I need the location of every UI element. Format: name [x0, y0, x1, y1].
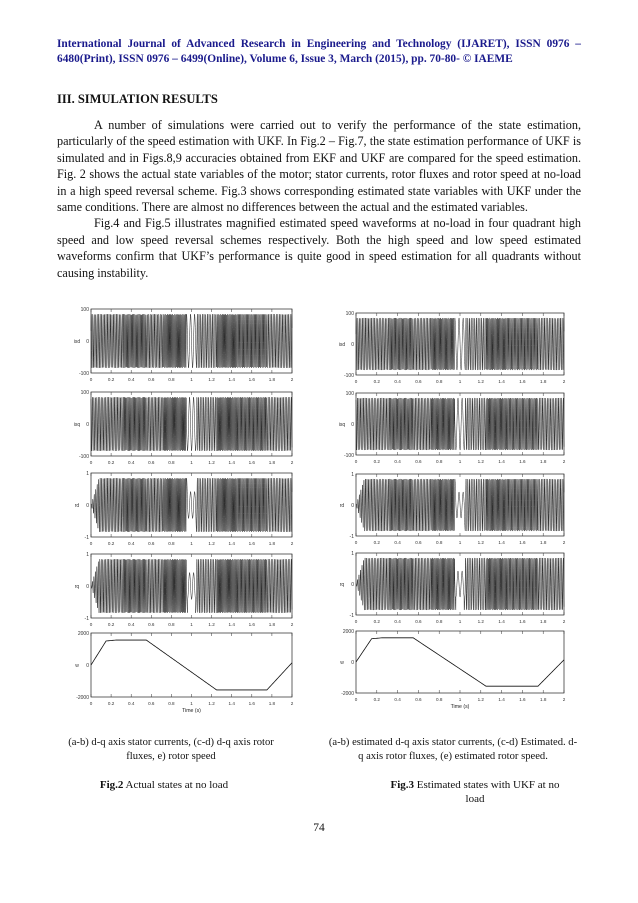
fig2-panel-4-xtick: 1.4 [228, 622, 235, 627]
fig2-panel-4-ytick: 1 [86, 552, 89, 558]
fig2-panel-3-ylabel: rd [74, 503, 80, 509]
fig3-panel-2-xtick: 0.8 [436, 459, 443, 464]
fig3-panel-1-xtick: 0.6 [415, 379, 422, 384]
fig3-panel-1-ytick: -100 [343, 373, 354, 379]
fig2-panel-2-ytick: 100 [80, 390, 89, 396]
fig3-panel-5-ytick: -2000 [341, 691, 354, 697]
fig3-panel-1-ytick: 100 [345, 311, 354, 317]
fig3-panel-3-xtick: 1.4 [498, 540, 505, 545]
fig3-panel-2-xtick: 1.4 [498, 459, 505, 464]
fig2-panel-1-ytick: -100 [78, 371, 89, 377]
fig2-panel-3-xtick: 1.2 [208, 541, 215, 546]
fig3-panel-3-xtick: 0.8 [436, 540, 443, 545]
fig2-panel-4-xtick: 1.8 [268, 622, 276, 627]
paragraph-2: Fig.4 and Fig.5 illustrates magnified estimated speed waveforms at no-load in four quadrant high speed and low speed reversal schemes respectively. Both the high speed and low speed estimated waveforms confirm that UKF’s performance is quite good in speed estimation for all quadrants without causing instability. [57, 216, 581, 280]
fig3-panel-5-ytick: 2000 [342, 629, 354, 635]
fig2-panel-5-ylabel: w [75, 663, 79, 669]
fig3-panel-2-xtick: 1 [458, 459, 462, 464]
fig2-panel-4-xtick: 0.6 [148, 622, 155, 627]
figure-3-subcaption: (a-b) estimated d-q axis stator currents, (c-d) Estimated. d-q axis rotor fluxes, (e) estimated rotor speed. [328, 737, 578, 762]
figure-2-caption-text: Actual states at no load [123, 779, 229, 791]
fig2-panel-2-xtick: 1.4 [228, 460, 235, 465]
fig2-panel-4-ytick: 0 [86, 584, 89, 590]
fig2-panel-2-xtick: 1 [190, 460, 193, 465]
fig2-panel-3-xtick: 1.4 [228, 541, 235, 546]
fig2-panel-2-xtick: 0.8 [168, 460, 175, 465]
fig3-panel-5 [340, 629, 566, 710]
fig2-panel-4-xtick: 0.2 [107, 622, 115, 627]
fig3-panel-4-xtick: 0.6 [415, 619, 422, 624]
fig3-panel-3-ylabel: rd [339, 503, 345, 509]
fig3-panel-1-xtick: 1.6 [519, 379, 526, 384]
fig3-panel-4 [340, 551, 566, 624]
fig3-panel-5-xtick: 0.8 [436, 697, 443, 702]
fig2-panel-1-xtick: 1 [190, 377, 193, 382]
figure-2-caption [64, 778, 264, 792]
fig3-panel-1-xtick: 0.4 [394, 379, 401, 384]
fig3-panel-5-frame [356, 631, 564, 693]
fig2-panel-3-xtick: 0 [89, 541, 93, 546]
fig2-panel-5-xtick: 1.8 [268, 701, 276, 706]
body-text [57, 117, 581, 281]
fig2-panel-2-xtick: 1.8 [268, 460, 276, 465]
fig3-panel-2-xtick: 1.2 [477, 459, 484, 464]
figure-2-plots [62, 303, 302, 723]
fig3-panel-5-xtick: 1.6 [519, 697, 526, 702]
fig3-panel-4-xtick: 1 [458, 619, 462, 624]
journal-header: International Journal of Advanced Research in Engineering and Technology (IJARET), ISSN 0976 – 6480(Print), ISSN 0976 – 6499(Online), Volume 6, Issue 3, March (2015), pp. 70-80- © IAEME [57, 38, 581, 65]
fig2-panel-5-xtick: 0.8 [168, 701, 175, 706]
fig2-panel-5-xtick: 1.4 [228, 701, 235, 706]
fig3-panel-1-ylabel: isd [338, 342, 346, 348]
fig3-panel-4-xtick: 0 [354, 619, 358, 624]
fig2-panel-1-xtick: 1.4 [228, 377, 235, 382]
fig3-panel-4-xtick: 1.2 [477, 619, 484, 624]
fig2-panel-1-ytick: 100 [80, 307, 89, 313]
fig3-panel-4-ytick: -1 [349, 613, 354, 619]
fig2-panel-3-xtick: 1 [190, 541, 193, 546]
fig2-panel-5-xtick: 2 [290, 701, 294, 706]
fig3-panel-5-ytick: 0 [351, 660, 354, 666]
fig3-panel-2-xtick: 1.8 [540, 459, 547, 464]
fig3-panel-5-xtick: 0 [354, 697, 358, 702]
fig2-panel-3-xtick: 0.2 [107, 541, 115, 546]
fig2-panel-2-xtick: 0 [89, 460, 93, 465]
fig2-panel-5-xtick: 0 [89, 701, 93, 706]
fig2-panel-3-xtick: 1.6 [248, 541, 255, 546]
fig3-panel-1 [339, 311, 566, 384]
fig2-panel-4-xtick: 0.4 [128, 622, 135, 627]
fig3-panel-1-xtick: 1.2 [477, 379, 484, 384]
fig3-panel-1-trace [356, 318, 564, 370]
fig2-panel-3-xtick: 0.8 [168, 541, 175, 546]
figure-2-subcaption: (a-b) d-q axis stator currents, (c-d) d-q axis rotor fluxes, e) rotor speed [68, 737, 274, 762]
fig3-panel-4-ytick: 0 [351, 582, 354, 588]
fig3-panel-4-ytick: 1 [351, 551, 354, 557]
fig3-panel-5-xtick: 1 [458, 697, 462, 702]
page-number: 74 [313, 822, 325, 834]
fig2-panel-3-xtick: 2 [290, 541, 294, 546]
fig2-panel-4-xtick: 1 [190, 622, 193, 627]
fig3-panel-3-xtick: 0.2 [373, 540, 380, 545]
fig2-panel-3 [75, 471, 294, 546]
fig2-panel-4-ylabel: rq [74, 584, 80, 590]
fig3-panel-1-xtick: 1 [458, 379, 462, 384]
fig3-panel-2-ytick: 0 [351, 422, 354, 428]
fig3-panel-2-xtick: 0.2 [373, 459, 380, 464]
figure-3-plots [323, 303, 568, 723]
fig3-panel-3-xtick: 0.6 [415, 540, 422, 545]
fig3-panel-3-xtick: 1 [458, 540, 462, 545]
fig3-panel-1-xtick: 2 [562, 379, 566, 384]
fig2-panel-1-xtick: 0.6 [148, 377, 155, 382]
fig2-panel-1-ylabel: isd [73, 339, 81, 345]
fig3-panel-2-ytick: -100 [343, 453, 354, 459]
fig2-panel-2-xtick: 1.2 [208, 460, 215, 465]
fig3-panel-4-xtick: 1.8 [540, 619, 547, 624]
section-title: III. SIMULATION RESULTS [57, 92, 218, 106]
fig3-panel-4-xtick: 0.8 [436, 619, 443, 624]
fig2-panel-4-xtick: 1.6 [248, 622, 255, 627]
fig2-panel-1-xtick: 1.8 [268, 377, 276, 382]
fig3-panel-3-xtick: 2 [562, 540, 566, 545]
fig3-panel-5-xtick: 0.2 [373, 697, 380, 702]
fig2-panel-4-ytick: -1 [84, 616, 89, 622]
fig3-panel-5-xtick: 1.8 [540, 697, 547, 702]
paragraph-1: A number of simulations were carried out to verify the performance of the state estimation, particularly of the speed estimation with UKF. In Fig.2 – Fig.7, the state estimation performance of UKF is simulated and in Figs.8,9 accuracies obtained from EKF and UKF are compared for the speed estimation. Fig. 2 shows the actual state variables of the motor; stator currents, rotor fluxes and rotor speed at no-load in a high speed reversal scheme. Fig.3 shows corresponding estimated state variables with UKF under the same conditions. There are almost no differences between the actual and the estimated variables. [57, 118, 581, 215]
fig2-panel-1-xtick: 0.2 [107, 377, 115, 382]
fig2-panel-5-xtick: 1.6 [248, 701, 255, 706]
fig3-panel-2-xtick: 2 [562, 459, 566, 464]
fig3-panel-5-ylabel: w [340, 660, 344, 666]
fig3-panel-3 [340, 472, 566, 545]
fig3-panel-2-xtick: 0.6 [415, 459, 422, 464]
fig3-panel-5-xtick: 1.4 [498, 697, 505, 702]
fig3-panel-3-xtick: 1.8 [540, 540, 547, 545]
fig3-panel-3-xtick: 1.2 [477, 540, 484, 545]
fig3-panel-5-xtick: 0.6 [415, 697, 422, 702]
fig3-panel-1-ytick: 0 [351, 342, 354, 348]
fig3-panel-4-xtick: 0.4 [394, 619, 401, 624]
fig2-panel-5-ytick: 0 [86, 663, 89, 669]
fig2-panel-5-xtick: 0.2 [107, 701, 115, 706]
fig2-panel-5-ytick: -2000 [76, 695, 89, 701]
fig3-panel-2-trace [356, 398, 564, 450]
fig3-panel-3-ytick: 1 [351, 472, 354, 478]
fig3-panel-1-xtick: 0.8 [436, 379, 443, 384]
fig3-panel-4-xtick: 1.6 [519, 619, 526, 624]
fig2-panel-2-ytick: 0 [86, 422, 89, 428]
fig2-panel-1-trace [91, 314, 292, 368]
fig3-panel-2-xtick: 0.4 [394, 459, 401, 464]
fig2-panel-4-xtick: 0 [89, 622, 93, 627]
fig2-panel-1-xtick: 0.8 [168, 377, 175, 382]
fig3-panel-1-xtick: 0.2 [373, 379, 380, 384]
fig3-panel-2-ytick: 100 [345, 391, 354, 397]
fig3-panel-4-xtick: 0.2 [373, 619, 380, 624]
fig2-panel-5 [75, 631, 294, 714]
fig3-panel-3-ytick: -1 [349, 534, 354, 540]
fig2-panel-2-ylabel: isq [73, 422, 81, 428]
fig3-panel-4-ylabel: rq [339, 582, 345, 588]
fig2-panel-2-xtick: 2 [290, 460, 294, 465]
fig2-panel-2-xtick: 1.6 [248, 460, 255, 465]
fig2-panel-3-ytick: 1 [86, 471, 89, 477]
fig2-panel-3-xtick: 0.4 [128, 541, 135, 546]
fig2-panel-4-xtick: 0.8 [168, 622, 175, 627]
fig2-panel-3-ytick: -1 [84, 535, 89, 541]
figure-3-caption [380, 778, 570, 806]
fig2-panel-3-xtick: 1.8 [268, 541, 276, 546]
fig2-panel-2-trace [91, 397, 292, 451]
fig3-panel-3-xtick: 0.4 [394, 540, 401, 545]
fig2-panel-1-xtick: 1.6 [248, 377, 255, 382]
fig2-panel-4-xtick: 2 [290, 622, 294, 627]
fig3-xlabel: Time (s) [450, 704, 470, 710]
fig3-panel-2-xtick: 0 [354, 459, 358, 464]
fig2-xlabel: Time (s) [182, 708, 201, 714]
fig2-panel-5-xtick: 0.4 [128, 701, 135, 706]
fig3-panel-3-trace [356, 479, 564, 531]
fig2-panel-3-ytick: 0 [86, 503, 89, 509]
fig2-panel-1-xtick: 2 [290, 377, 294, 382]
fig2-panel-5-xtick: 0.6 [148, 701, 155, 706]
fig2-panel-2 [74, 390, 294, 465]
fig2-panel-3-xtick: 0.6 [148, 541, 155, 546]
fig3-panel-1-xtick: 1.8 [540, 379, 547, 384]
fig2-panel-1-ytick: 0 [86, 339, 89, 345]
figure-2-label: Fig.2 [99, 779, 124, 791]
fig3-panel-5-trace [356, 638, 564, 686]
fig2-panel-4-trace [91, 559, 292, 613]
fig2-panel-2-xtick: 0.4 [128, 460, 135, 465]
fig2-panel-1 [74, 307, 294, 382]
fig2-panel-1-xtick: 0.4 [128, 377, 135, 382]
fig3-panel-2-ylabel: isq [338, 422, 346, 428]
fig2-panel-4-xtick: 1.2 [208, 622, 215, 627]
fig3-panel-1-xtick: 0 [354, 379, 358, 384]
fig2-panel-2-xtick: 0.2 [107, 460, 115, 465]
fig3-panel-2 [339, 391, 566, 464]
fig2-panel-2-xtick: 0.6 [148, 460, 155, 465]
fig2-panel-3-trace [91, 478, 292, 532]
fig2-panel-1-xtick: 0 [89, 377, 93, 382]
fig2-panel-5-trace [91, 640, 292, 690]
figure-3-caption-text: Estimated states with UKF at no load [414, 779, 560, 805]
fig3-panel-3-xtick: 1.6 [519, 540, 526, 545]
fig2-panel-5-ytick: 2000 [77, 631, 89, 637]
fig3-panel-5-xtick: 0.4 [394, 697, 401, 702]
fig3-panel-4-xtick: 2 [562, 619, 566, 624]
fig2-panel-4 [75, 552, 294, 627]
fig3-panel-1-xtick: 1.4 [498, 379, 505, 384]
fig3-panel-2-xtick: 1.6 [519, 459, 526, 464]
fig3-panel-4-trace [356, 558, 564, 610]
fig3-panel-5-xtick: 2 [562, 697, 566, 702]
fig3-panel-3-ytick: 0 [351, 503, 354, 509]
fig3-panel-3-xtick: 0 [354, 540, 358, 545]
fig2-panel-2-ytick: -100 [78, 454, 89, 460]
fig2-panel-5-frame [91, 633, 292, 697]
fig2-panel-1-xtick: 1.2 [208, 377, 215, 382]
fig2-panel-5-xtick: 1.2 [208, 701, 215, 706]
fig3-panel-5-xtick: 1.2 [477, 697, 484, 702]
fig3-panel-4-xtick: 1.4 [498, 619, 505, 624]
fig2-panel-5-xtick: 1 [190, 701, 193, 706]
figure-3-label: Fig.3 [390, 779, 415, 791]
